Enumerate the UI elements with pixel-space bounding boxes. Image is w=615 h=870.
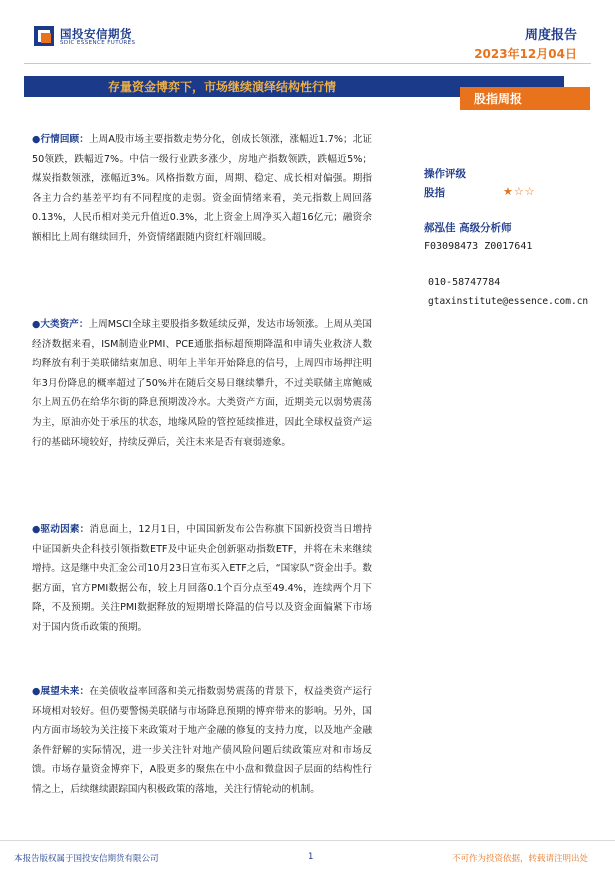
- section-drivers: [32, 520, 372, 638]
- page-number: 1: [308, 852, 314, 862]
- analyst-name: 郝泓佳 高级分析师: [424, 222, 512, 234]
- footer-divider: [0, 840, 615, 841]
- analyst-license: F03098473 Z0017641: [424, 241, 533, 252]
- footer-disclaimer: 不可作为投资依据，转载请注明出处: [452, 854, 589, 864]
- section-text: 在美债收益率回落和美元指数弱势震荡的背景下，权益类资产运行环境相对较好。但仍要警惕美联储与市场降息预期的博弈带来的影响。另外，国内方面市场较为关注接下来政策对于地产金融的修复的支持力度，以及地产金融条件舒解的实际情况，进一步关注针对地产债风险问题后续政策应对和市场反馈。市场存量资金博弈下，A股更多的聚焦在中小盘和微盘因子层面的结构性行情之上，后续继续跟踪国内积极政策的落地，关注行情轮动的机制。: [32, 686, 373, 795]
- report-type: 周度报告: [524, 28, 577, 43]
- rating-stars-icon: ★☆☆: [503, 185, 536, 198]
- section-market-review: [32, 130, 372, 248]
- analyst-email[interactable]: gtaxinstitute@essence.com.cn: [428, 296, 589, 307]
- section-text: 上周MSCI全球主要股指多数延续反弹，发达市场领涨。上周从美国经济数据来看，ISM制造业PMI、PCE通胀指标超预期降温和申请失业救济人数均释放有利于美联储结束加息、明年上半年开始降息的信号，上周四市场押注明年3月份降息的概率超过了50%并在随后交易日继续攀升，不过美联储主席鲍威尔上周五仍在给华尔街的降息预期泼冷水。大类资产方面，近期美元以弱势震荡为主，原油亦处于承压的状态，地缘风险的管控延续推进，因此全球权益资产运行的基础环境较好，持续反弹后，关注未来是否有衰弱迹象。: [32, 319, 372, 448]
- section-asset-classes: [32, 315, 372, 452]
- section-heading: ●驱动因素：: [32, 524, 90, 535]
- header-divider: [24, 63, 591, 64]
- category-tag-label: 股指周报: [474, 92, 523, 106]
- company-name: 国投安信期货: [60, 27, 132, 41]
- section-text: 消息面上，12月1日，中国国新发布公告称旗下国新投资当日增持中证国新央企科技引领指数ETF及中证央企创新驱动指数ETF，并将在未来继续增持。这是继中央汇金公司10月23日宣布买入ETF之后，“国家队”资金出手。数据方面，官方PMI数据公布，较上月回落0.1个百分点至49.4%，连续两个月下降，不及预期。关注PMI数据释放的短期增长降温的信号以及资金面偏紧下市场对于国内货币政策的预期。: [32, 524, 373, 633]
- company-name-en: SDIC ESSENCE FUTURES: [60, 40, 136, 46]
- report-title: 存量资金博弈下，市场继续演绎结构性行情: [108, 80, 337, 94]
- section-heading: ●展望未来：: [32, 686, 90, 697]
- rating-label: 操作评级: [424, 168, 466, 180]
- analyst-phone: 010-58747784: [428, 277, 501, 288]
- section-text: 上周A股市场主要指数走势分化，创成长领涨，涨幅近1.7%；北证50领跌，跌幅近7%。中信一级行业跌多涨少，房地产指数领跌，跌幅近5%；煤炭指数领涨，涨幅近3%。风格指数方面，周期、稳定、成长相对偏强。期指各主力合约基差平均有不同程度的走弱。资金面情绪来看，美元指数上周回落0.13%，人民币相对美元升值近0.3%，北上资金上周净买入超16亿元；融资余额相比上周有继续回升，外资情绪跟随内资红杆端回暖。: [32, 134, 373, 243]
- company-logo-icon: [34, 26, 54, 46]
- section-outlook: [32, 682, 372, 800]
- rating-item: 股指: [424, 187, 445, 199]
- footer-copyright: 本报告版权属于国投安信期货有限公司: [14, 854, 159, 864]
- section-heading: ●大类资产：: [32, 319, 89, 330]
- section-heading: ●行情回顾：: [32, 134, 89, 145]
- report-date: 2023年12月04日: [474, 47, 577, 61]
